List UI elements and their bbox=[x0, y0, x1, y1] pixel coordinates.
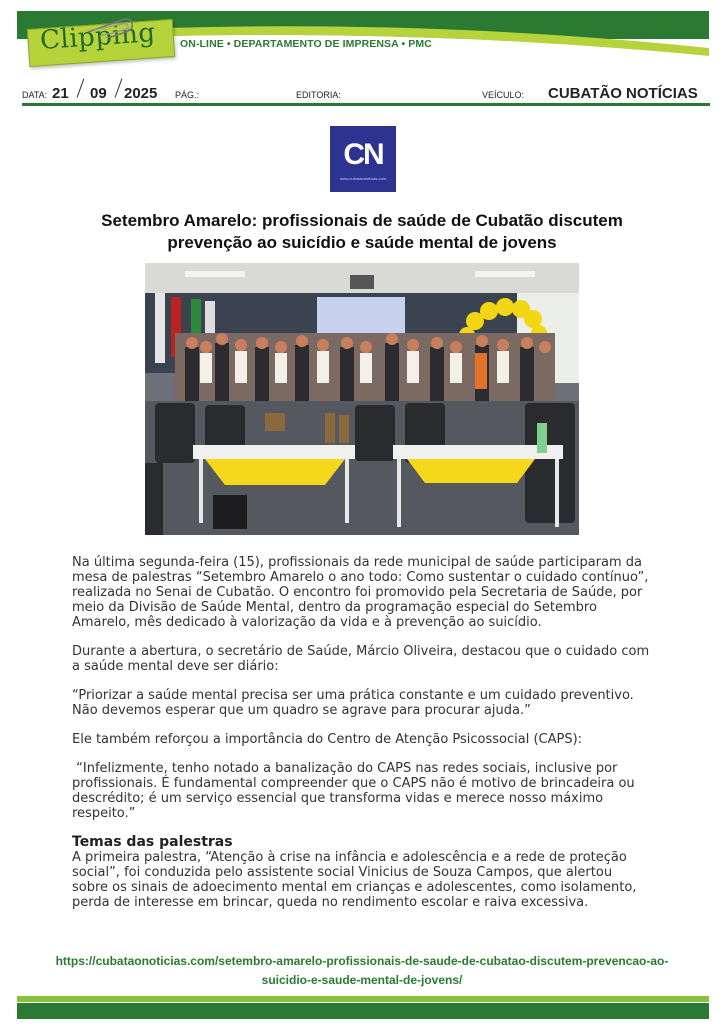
department-label: ON-LINE • DEPARTAMENTO DE IMPRENSA • PMC bbox=[180, 38, 432, 50]
veiculo-label: VEÍCULO: bbox=[482, 90, 525, 100]
article-paragraph: Ele também reforçou a importância do Centro de Atenção Psicossocial (CAPS): bbox=[72, 732, 583, 747]
date-year: 2025 bbox=[124, 85, 158, 102]
date-separator bbox=[77, 78, 85, 97]
veiculo-name: CUBATÃO NOTÍCIAS bbox=[548, 85, 698, 102]
footer-band bbox=[17, 1003, 709, 1019]
article-paragraph: Durante a abertura, o secretário de Saúde, Márcio Oliveira, destacou que o cuidado com a saúde mental deve ser diário: bbox=[72, 644, 650, 674]
article-body bbox=[72, 555, 652, 924]
article-quote: “Priorizar a saúde mental precisa ser uma prática constante e um cuidado preventivo. Não devemos esperar que um quadro se agrave para procurar ajuda.” bbox=[72, 688, 634, 718]
date-month: 09 bbox=[90, 85, 107, 102]
footer-band-light bbox=[17, 996, 709, 1002]
clipping-logo: Clipping bbox=[39, 18, 157, 56]
editoria-label: EDITORIA: bbox=[296, 90, 341, 100]
date-label: DATA: bbox=[22, 90, 48, 100]
page-label: PÁG.: bbox=[175, 90, 200, 100]
paperclip-icon bbox=[84, 16, 136, 38]
article-headline: Setembro Amarelo: profissionais de saúde de Cubatão discutem prevenção ao suicídio e saúde mental de jovens bbox=[101, 211, 623, 252]
cn-logo-tagline: www.cubataonoticias.com bbox=[339, 176, 387, 181]
group-photo bbox=[145, 263, 579, 535]
metadata-row bbox=[22, 82, 710, 104]
date-day: 21 bbox=[52, 85, 69, 102]
article-quote: “Infelizmente, tenho notado a banalização do CAPS nas redes sociais, inclusive por profissionais. É fundamental compreender que o CAPS não é motivo de brincadeira ou descrédito; é um serviço essencial que transforma vidas e merece nosso máximo respeito.” bbox=[72, 761, 639, 821]
source-link[interactable]: https://cubataonoticias.com/setembro-amarelo-profissionais-de-saude-de-cubatao-discutem-prevencao-ao-suicidio-e-saude-mental-de-jovens/ bbox=[55, 954, 669, 987]
article-paragraph: Na última segunda-feira (15), profissionais da rede municipal de saúde participaram da mesa de palestras “Setembro Amarelo o ano todo: Como sustentar o cuidado contínuo”, realizada no Senai de Cubatão. O encontro foi promovido pela Secretaria de Saúde, por meio da Divisão de Saúde Mental, dentro da programação especial do Setembro Amarelo, mês dedicado à valorização da vida e à prevenção ao suicídio. bbox=[72, 555, 649, 630]
cn-logo bbox=[330, 126, 396, 192]
header-divider bbox=[22, 103, 710, 106]
group-photo-illustration bbox=[145, 263, 579, 535]
article-subheading: Temas das palestras bbox=[72, 834, 233, 850]
date-separator bbox=[115, 78, 123, 97]
article-paragraph: A primeira palestra, “Atenção à crise na infância e adolescência e a rede de proteção social”, foi conduzida pelo assistente social Vinicius de Souza Campos, que alertou sobre os sinais de adoecimento mental em crianças e adolescentes, como isolamento, perda de interesse em brincar, queda no rendimento escolar e raiva excessiva. bbox=[72, 850, 637, 910]
cn-logo-letters: CN bbox=[343, 138, 383, 171]
